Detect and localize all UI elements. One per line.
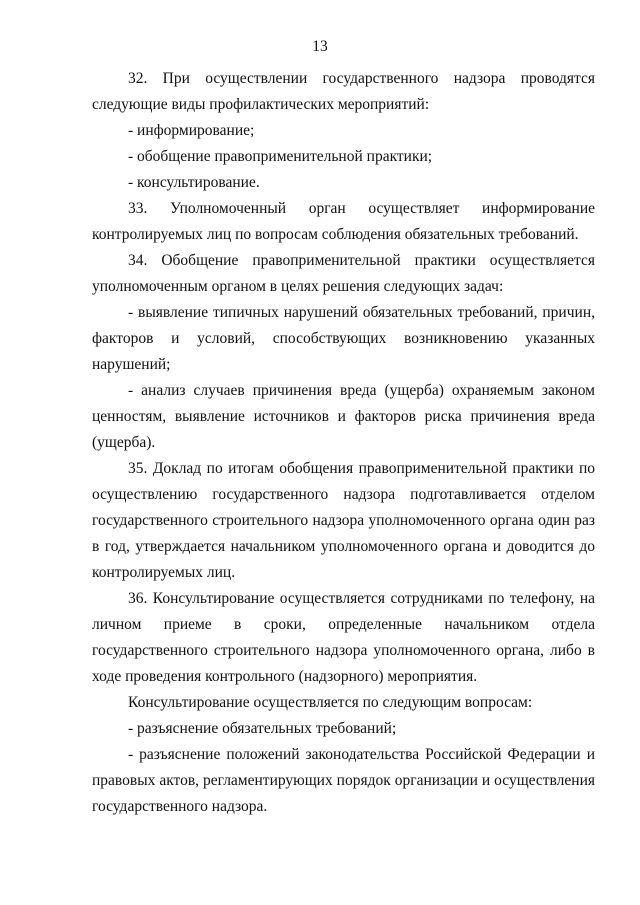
list-item-informing: - информирование; [128, 122, 255, 139]
paragraph-36: 36. Консультирование осуществляется сотрудниками по телефону, на личном приеме в сроки, определенные начальником отдела государственного строительного надзора уполномоченного органа, либо в ходе проведения контрольного (надзорного) мероприятия. [92, 590, 595, 685]
paragraph-35: 35. Доклад по итогам обобщения правоприменительной практики по осуществлению государственного надзора подготавливается отделом государственного строительного надзора уполномоченного органа один раз в год, утверждается начальником уполномоченного органа и доводится до контролируемых лиц. [92, 460, 595, 581]
list-item-legislation-explanation: - разъяснение положений законодательства Российской Федерации и правовых актов, регламентирующих порядок организации и осуществления государственного надзора. [92, 746, 595, 815]
document-body [92, 66, 595, 820]
list-item-harm-analysis: - анализ случаев причинения вреда (ущерба) охраняемым законом ценностям, выявление источников и факторов риска причинения вреда (ущерба). [92, 382, 595, 451]
consulting-topics-intro: Консультирование осуществляется по следующим вопросам: [128, 694, 533, 711]
list-item-generalization: - обобщение правоприменительной практики; [128, 148, 433, 165]
page-number: 13 [312, 38, 328, 55]
paragraph-33: 33. Уполномоченный орган осуществляет информирование контролируемых лиц по вопросам соблюдения обязательных требований. [92, 200, 595, 243]
paragraph-34: 34. Обобщение правоприменительной практики осуществляется уполномоченным органом в целях решения следующих задач: [92, 252, 595, 295]
paragraph-32: 32. При осуществлении государственного надзора проводятся следующие виды профилактических мероприятий: [92, 70, 595, 113]
list-item-consulting: - консультирование. [128, 174, 260, 191]
list-item-requirements-explanation: - разъяснение обязательных требований; [128, 720, 397, 737]
list-item-violations: - выявление типичных нарушений обязательных требований, причин, факторов и условий, способствующих возникновению указанных нарушений; [92, 304, 595, 373]
